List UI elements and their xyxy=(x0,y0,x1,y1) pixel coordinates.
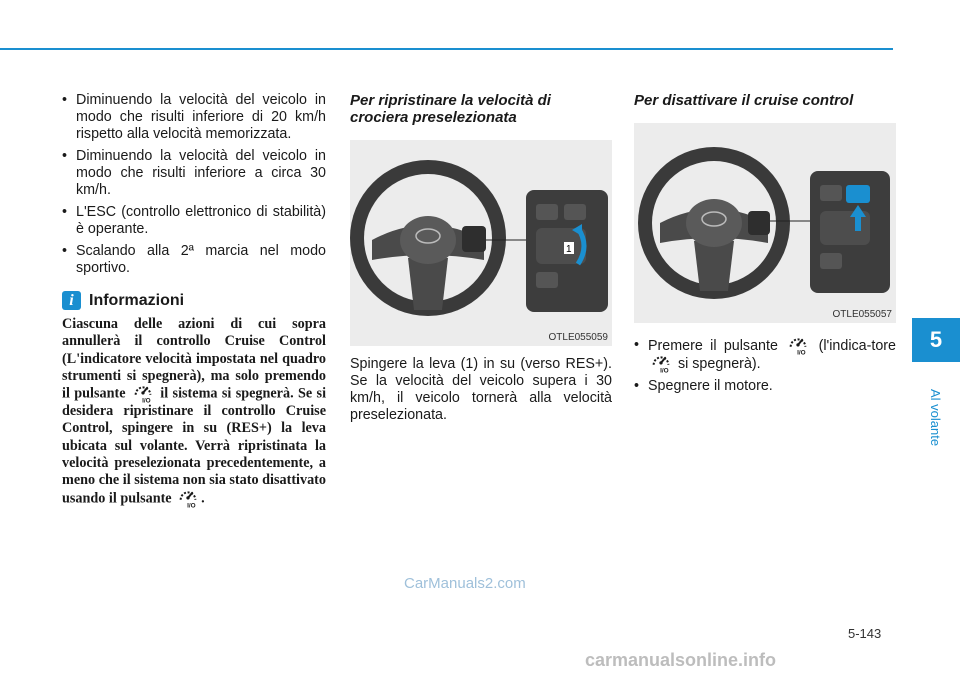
cruise-control-icon xyxy=(650,351,672,373)
deactivate-text-2: (l'indica-tore xyxy=(818,337,896,354)
info-icon: i xyxy=(62,291,81,310)
deactivate-list xyxy=(634,337,896,395)
list-item: • Diminuendo la velocità del veicolo in modo che risulti inferiore a circa 30 km/h. xyxy=(62,148,326,199)
top-rule xyxy=(0,48,893,50)
resume-body: Spingere la leva (1) in su (verso RES+). Se la velocità del veicolo supera i 30 km/h, il veicolo tornerà alla velocità preselezionata. xyxy=(350,356,612,423)
cancel-conditions-list xyxy=(62,92,326,277)
watermark-carmanuals2: CarManuals2.com xyxy=(404,575,526,592)
deactivate-text-1: Premere il pulsante xyxy=(648,337,778,354)
deactivate-heading: Per disattivare il cruise control xyxy=(634,92,854,109)
chapter-label-text: Al volante xyxy=(928,388,944,446)
steering-wheel-illustration xyxy=(634,123,896,323)
cruise-control-icon xyxy=(787,333,809,355)
list-item: • L'ESC (controllo elettronico di stabilità) è operante. xyxy=(62,204,326,238)
column-right xyxy=(634,92,896,400)
figure-code: OTLE055057 xyxy=(832,309,892,320)
list-item: • Diminuendo la velocità del veicolo in modo che risulti inferiore di 20 km/h rispetto alla velocità memorizzata. xyxy=(62,92,326,143)
svg-text:1: 1 xyxy=(566,244,572,255)
steering-wheel-figure-resume xyxy=(350,140,612,346)
steering-wheel-illustration xyxy=(350,140,612,346)
figure-code: OTLE055059 xyxy=(548,332,608,343)
deactivate-text-3: si spegnerà). xyxy=(677,355,761,372)
steering-wheel-figure-off xyxy=(634,123,896,323)
list-item xyxy=(634,337,896,373)
page-number: 5-143 xyxy=(848,626,882,641)
column-left xyxy=(62,92,326,508)
info-title: Informazioni xyxy=(89,291,185,309)
info-text-1: Ciascuna delle azioni di cui sopra annullerà il controllo Cruise Control (L'indicatore velocità impostata nel quadro strumenti si spegnerà), ma solo premendo il pulsante xyxy=(62,316,326,402)
info-text-3: . xyxy=(201,489,205,506)
info-text-2: il sistema si spegnerà. Se si desidera ripristinare il controllo Cruise Control, spingere in su (RES+) la leva ubicata sul volante. Verrà ripristinata la velocità preselezionata precedentemente, a meno che il sistema non sia stato disattivato usando il pulsante xyxy=(62,385,327,506)
list-item: • Spegnere il motore. xyxy=(634,378,896,395)
chapter-label xyxy=(912,372,960,462)
list-item: • Scalando alla 2ª marcia nel modo sportivo. xyxy=(62,243,326,277)
cruise-control-icon xyxy=(132,381,154,403)
info-body xyxy=(62,316,326,508)
chapter-tab: 5 xyxy=(912,318,960,362)
cruise-control-icon xyxy=(177,486,199,508)
info-header xyxy=(62,291,326,310)
resume-heading: Per ripristinare la velocità di crociera preselezionata xyxy=(350,92,551,126)
column-middle xyxy=(350,92,612,424)
watermark-carmanualsonline: carmanualsonline.info xyxy=(585,650,777,670)
